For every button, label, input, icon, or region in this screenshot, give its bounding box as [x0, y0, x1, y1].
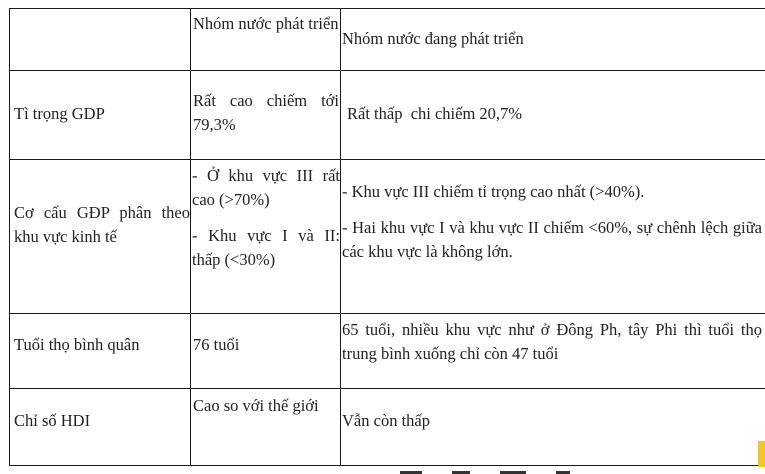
header-developing-text: Nhóm nước đang phát triển: [342, 29, 524, 48]
developing-cell: [342, 180, 762, 264]
developing-gdp-structure-1: - Khu vực III chiếm tỉ trọng cao nhất (>40%).: [342, 182, 645, 201]
developed-gdp-structure-1: - Ở khu vực III rất cao (>70%): [192, 166, 340, 209]
developed-cell: [192, 164, 340, 272]
scroll-marker: [758, 441, 765, 467]
developed-gdp-share: Rất cao chiếm tới 79,3%: [193, 91, 339, 134]
header-developing-cell: [342, 27, 762, 51]
column-divider: [190, 8, 191, 466]
row-label-cell: [14, 102, 186, 126]
row-divider: [9, 159, 765, 160]
row-divider: [9, 388, 765, 389]
row-divider: [9, 313, 765, 314]
row-label-cell: [14, 201, 190, 249]
developing-gdp-share: Rất thấp chi chiếm 20,7%: [347, 104, 523, 123]
header-developed-cell: [193, 12, 339, 36]
developed-cell: [193, 89, 339, 137]
developing-life-expectancy: 65 tuổi, nhiều khu vực như ở Đông Ph, tây Phi thì tuổi thọ trung bình xuống chỉ còn 47 tuổi: [342, 320, 762, 363]
developed-gdp-structure-2: - Khu vực I và II: thấp (<30%): [192, 226, 340, 269]
table-border-bottom: [9, 465, 765, 466]
developing-hdi: Vẫn còn thấp: [342, 411, 430, 430]
table-border-top: [9, 8, 765, 9]
header-developed-text: Nhóm nước phát triển: [193, 14, 339, 33]
developed-life-expectancy: 76 tuổi: [193, 335, 240, 354]
row-divider: [9, 70, 765, 71]
developed-cell: [193, 394, 339, 418]
developing-cell: [347, 102, 762, 126]
row-label-hdi: Chỉ số HDI: [14, 411, 91, 430]
row-label-gdp-structure: Cơ cấu GĐP phân theo khu vực kinh tế: [14, 203, 190, 246]
developed-cell: [193, 333, 339, 357]
row-label-life-expectancy: Tuổi thọ bình quân: [14, 335, 140, 354]
clipped-next-line: [400, 467, 660, 474]
row-label-cell: [14, 409, 186, 433]
row-label-cell: [14, 333, 186, 357]
developing-gdp-structure-2: - Hai khu vực I và khu vực II chiếm <60%, sự chênh lệch giữa các khu vực là không lớn.: [342, 218, 762, 261]
column-divider: [340, 8, 341, 466]
row-label-gdp-share: Tì trọng GDP: [14, 104, 105, 123]
developing-cell: [342, 409, 762, 433]
table-border-left: [9, 8, 10, 466]
developed-hdi: Cao so với thế giới: [193, 396, 319, 415]
developing-cell: [342, 318, 762, 366]
